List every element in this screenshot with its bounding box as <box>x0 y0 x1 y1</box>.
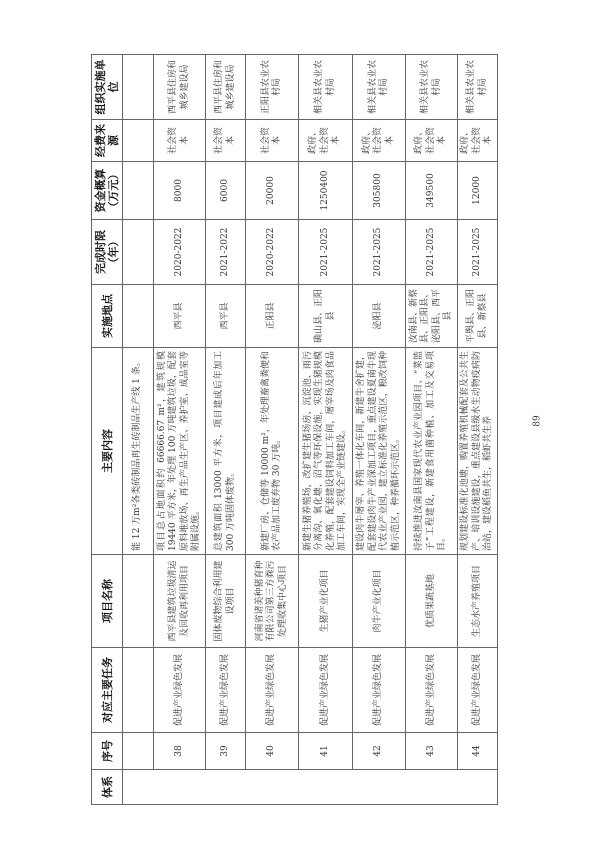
period-cell: 2021-2025 <box>406 220 458 285</box>
task-cell: 促进产业绿色发展 <box>154 648 206 733</box>
task-cell: 促进产业绿色发展 <box>206 648 246 733</box>
org-cell: 西平县住房和城乡建设局 <box>154 55 206 120</box>
org-cell: 西平县住房和城乡建设局 <box>206 55 246 120</box>
budget-cell: 1250400 <box>299 162 353 220</box>
table-row <box>406 55 458 805</box>
no-cell: 42 <box>353 733 406 770</box>
task-cell: 促进产业绿色发展 <box>406 648 458 733</box>
name-cell: 生猪产业化项目 <box>299 555 353 648</box>
org-cell: 正阳县农业农村局 <box>246 55 299 120</box>
content-cell: 建设肉牛屠宰、养殖一体化车间，新建牛舍扩建，配套建设肉牛产业深加工项目，重点建设夏南牛现代农业产业园，建立标准化养殖示范区，粮改饲种植示范区，种养循环示范区。 <box>353 348 406 555</box>
source-cell: 社会资本 <box>154 120 206 162</box>
header-system: 体系 <box>92 770 123 805</box>
source-cell: 政府、社会资本 <box>353 120 406 162</box>
table-row <box>353 55 406 805</box>
name-cell: 固体废物综合利用建设项目 <box>206 555 246 648</box>
table-row <box>154 55 206 805</box>
rotated-table-container <box>91 55 497 805</box>
content-cell: 总建筑面积 13000 平方米，项目建成后年加工 300 万吨固体废物。 <box>206 348 246 555</box>
name-cell: 河南省诸美种猪育种有限公司第三方粪污处理收集中心项目 <box>246 555 299 648</box>
period-cell: 2021-2025 <box>299 220 353 285</box>
period-cell: 2020-2022 <box>246 220 299 285</box>
header-row <box>92 55 123 805</box>
task-cell: 促进产业绿色发展 <box>458 648 498 733</box>
content-cell: 新建厂房、仓储等 10000 m²，年处理畜禽粪便和农产品加工废弃物 30 万吨。 <box>246 348 299 555</box>
location-cell: 正阳县 <box>246 285 299 348</box>
name-cell: 肉牛产业化项目 <box>353 555 406 648</box>
name-cell: 西平县建筑垃圾清运及回收再利用项目 <box>154 555 206 648</box>
header-name: 项目名称 <box>92 555 123 648</box>
header-task: 对应主要任务 <box>92 648 123 733</box>
empty-cell <box>123 162 154 220</box>
page-number: 89 <box>532 415 543 427</box>
no-cell: 41 <box>299 733 353 770</box>
location-cell: 泌阳县 <box>353 285 406 348</box>
budget-cell: 6000 <box>206 162 246 220</box>
no-cell: 44 <box>458 733 498 770</box>
header-no: 序号 <box>92 733 123 770</box>
source-cell: 政府、社会资本 <box>406 120 458 162</box>
source-cell: 政府、社会资本 <box>458 120 498 162</box>
table-row <box>206 55 246 805</box>
content-cell: 规划建设标准化池塘，购置养殖机械配套及公共生产、培训设施建设，重点建设县级水生动物疫病防治站，建设稻鱼共生，稻虾共生养 <box>458 348 498 555</box>
org-cell: 相关县农业农村局 <box>406 55 458 120</box>
name-cell: 优质果蔬基地 <box>406 555 458 648</box>
table-row <box>458 55 498 805</box>
empty-cell <box>123 733 154 770</box>
header-org: 组织实施单位 <box>92 55 123 120</box>
header-budget: 资金概算（万元） <box>92 162 123 220</box>
location-cell: 西平县 <box>206 285 246 348</box>
budget-cell: 8000 <box>154 162 206 220</box>
period-cell: 2021-2025 <box>458 220 498 285</box>
content-cell: 持续推进汝南县国家现代农业产业园项目、“菜篮子”工程建设，新建食用菌种植、加工及交易项目。 <box>406 348 458 555</box>
org-cell: 相关县农业农村局 <box>458 55 498 120</box>
empty-cell <box>123 555 154 648</box>
empty-cell <box>123 285 154 348</box>
no-cell: 40 <box>246 733 299 770</box>
system-cell <box>123 770 498 805</box>
no-cell: 38 <box>154 733 206 770</box>
source-cell: 政府、社会资本 <box>299 120 353 162</box>
no-cell: 39 <box>206 733 246 770</box>
header-location: 实施地点 <box>92 285 123 348</box>
location-cell: 西平县 <box>154 285 206 348</box>
task-cell: 促进产业绿色发展 <box>353 648 406 733</box>
source-cell: 社会资本 <box>206 120 246 162</box>
empty-cell <box>123 648 154 733</box>
location-cell: 确山县、正阳县 <box>299 285 353 348</box>
content-cell: 项目总占地面积约 66666.67 m²，建筑规模 19440 平方米，年处理 100 万吨建筑垃圾，配套原料堆放场、再生产品生产区、养护室、成品室等附属设施。 <box>154 348 206 555</box>
org-cell: 相关县农业农村局 <box>299 55 353 120</box>
task-cell: 促进产业绿色发展 <box>299 648 353 733</box>
task-cell: 促进产业绿色发展 <box>246 648 299 733</box>
org-cell: 相关县农业农村局 <box>353 55 406 120</box>
source-cell: 社会资本 <box>246 120 299 162</box>
table-row <box>246 55 299 805</box>
table-row <box>299 55 353 805</box>
budget-cell: 305800 <box>353 162 406 220</box>
budget-cell: 349500 <box>406 162 458 220</box>
location-cell: 汝南县、新蔡县、正阳县、泌阳县、西平县 <box>406 285 458 348</box>
content-cell: 新建生猪养殖场，改扩建生猪场房、沉淀池、雨污分离沟、氧化塘、沼气等环保设施，实现生猪规模化养殖，配套建设饲料加工车间，屠宰场及肉食品加工车间，实现全产业链建设。 <box>299 348 353 555</box>
header-source: 经费来源 <box>92 120 123 162</box>
period-cell: 2021-2025 <box>353 220 406 285</box>
period-cell: 2021-2022 <box>206 220 246 285</box>
budget-cell: 12000 <box>458 162 498 220</box>
location-cell: 平舆县、正阳县、新蔡县 <box>458 285 498 348</box>
empty-cell <box>123 55 154 120</box>
header-content: 主要内容 <box>92 348 123 555</box>
empty-cell <box>123 120 154 162</box>
header-period: 完成时限（年） <box>92 220 123 285</box>
budget-cell: 20000 <box>246 162 299 220</box>
empty-cell <box>123 220 154 285</box>
no-cell: 43 <box>406 733 458 770</box>
continuation-row <box>123 55 154 805</box>
name-cell: 生态水产养殖项目 <box>458 555 498 648</box>
period-cell: 2020-2022 <box>154 220 206 285</box>
project-table <box>91 54 498 805</box>
content-cell: 能 12 万m²各类砖制品再生砖制品生产线 1 条。 <box>123 348 154 555</box>
